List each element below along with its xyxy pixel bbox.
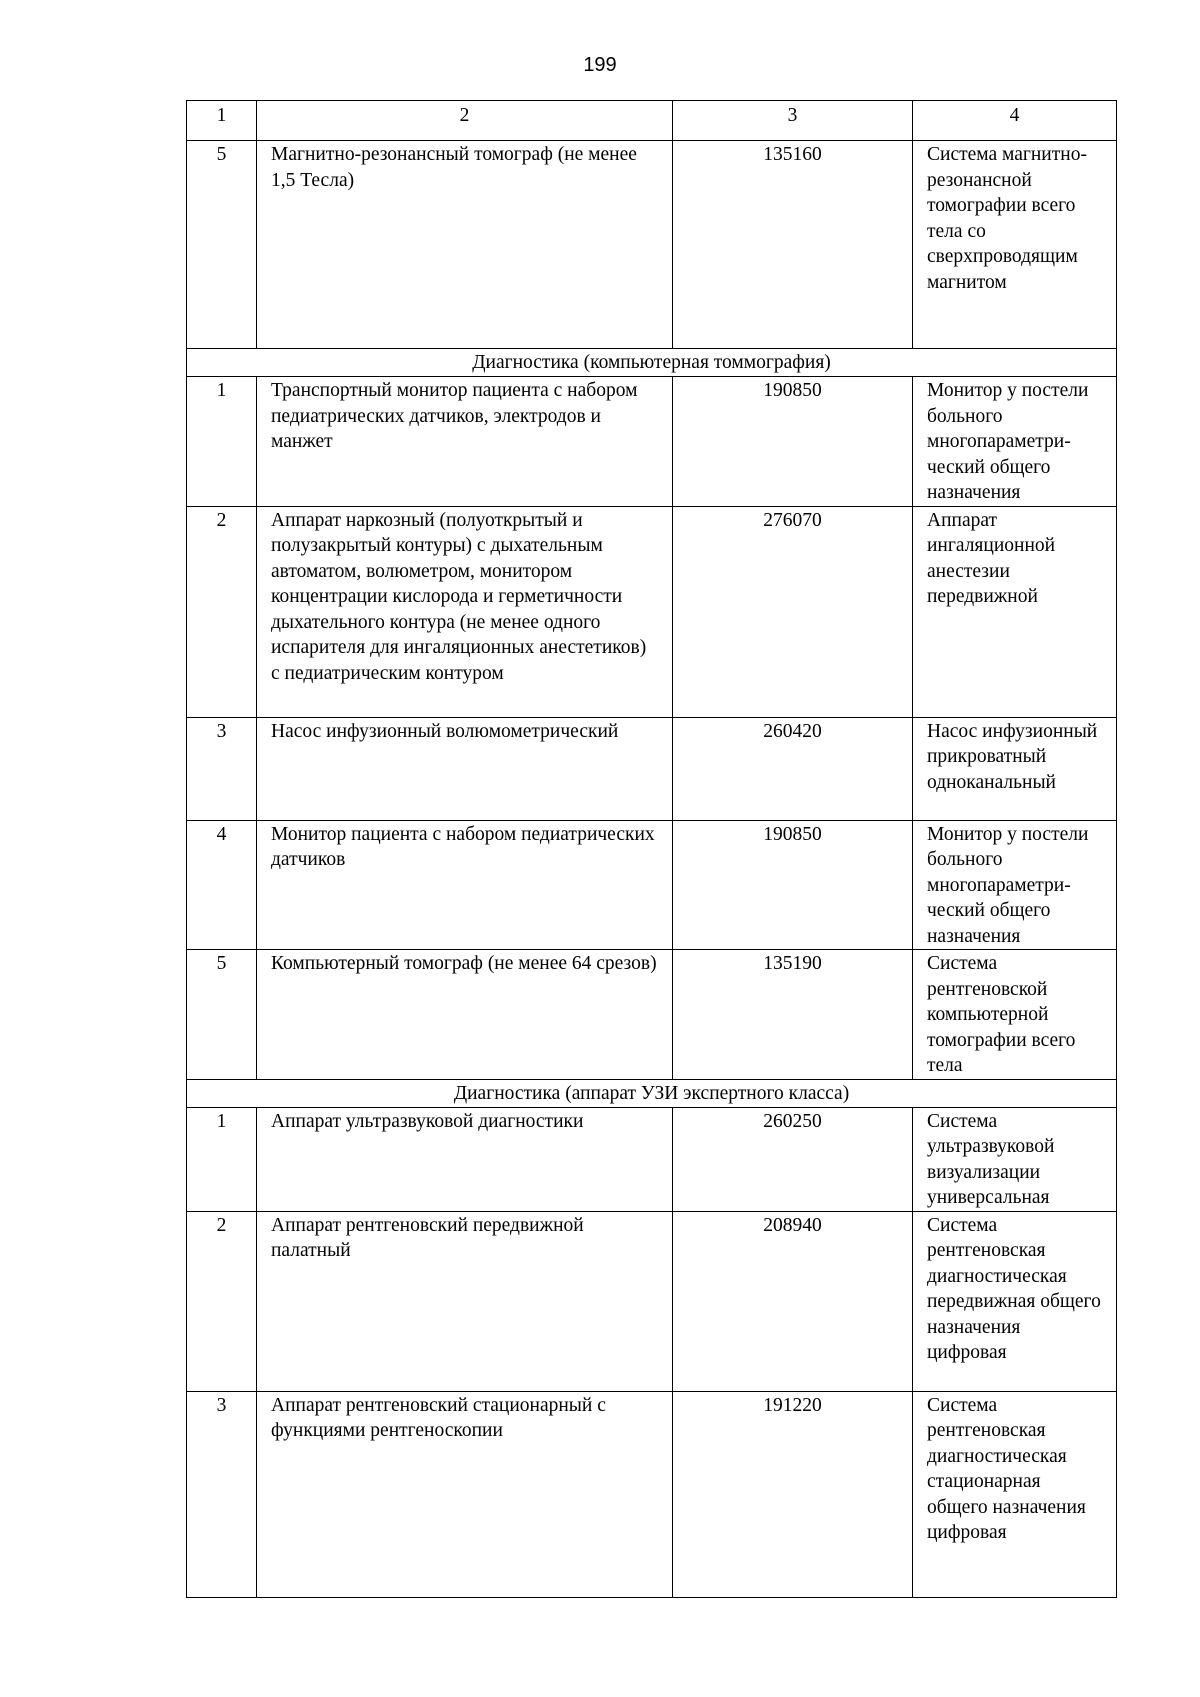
row-name: Аппарат наркозный (полуоткрытый и полузакрытый контуры) с дыхательным автоматом, волюметром, монитором концентрации кислорода и герметичности дыхательного контура (не менее одного испарителя для ингаляционных анестетиков) с педиатрическим контуром — [257, 506, 673, 717]
table-header-row — [187, 101, 1117, 141]
row-number: 3 — [187, 717, 257, 820]
table-row — [187, 950, 1117, 1080]
equipment-table — [186, 100, 1117, 1598]
row-code: 190850 — [673, 820, 913, 950]
page-number: 199 — [583, 54, 617, 76]
row-code: 135160 — [673, 141, 913, 349]
section-row — [187, 349, 1117, 377]
row-code: 191220 — [673, 1391, 913, 1597]
row-number: 3 — [187, 1391, 257, 1597]
header-cell-4: 4 — [913, 101, 1117, 141]
row-name: Аппарат ультразвуковой диагностики — [257, 1107, 673, 1211]
row-number: 5 — [187, 141, 257, 349]
table-row — [187, 377, 1117, 507]
row-description: Насос инфузионный прикроватный одноканальный — [913, 717, 1117, 820]
table-row — [187, 1391, 1117, 1597]
row-description: Система магнитно-резонансной томографии всего тела со сверхпроводящим магнитом — [913, 141, 1117, 349]
row-name: Компьютерный томограф (не менее 64 срезов) — [257, 950, 673, 1080]
table-row — [187, 141, 1117, 349]
row-code: 190850 — [673, 377, 913, 507]
row-description: Монитор у постели больного многопараметри-ческий общего назначения — [913, 377, 1117, 507]
section-row — [187, 1079, 1117, 1107]
row-name: Аппарат рентгеновский передвижной палатный — [257, 1211, 673, 1391]
header-cell-2: 2 — [257, 101, 673, 141]
row-number: 2 — [187, 506, 257, 717]
row-number: 1 — [187, 377, 257, 507]
row-name: Монитор пациента с набором педиатрических датчиков — [257, 820, 673, 950]
row-name: Магнитно-резонансный томограф (не менее 1,5 Тесла) — [257, 141, 673, 349]
row-name: Аппарат рентгеновский стационарный с функциями рентгеноскопии — [257, 1391, 673, 1597]
row-description: Аппарат ингаляционной анестезии передвижной — [913, 506, 1117, 717]
table-row — [187, 1211, 1117, 1391]
section-title: Диагностика (аппарат УЗИ экспертного класса) — [187, 1079, 1117, 1107]
row-description: Система рентгеновской компьютерной томографии всего тела — [913, 950, 1117, 1080]
row-description: Монитор у постели больного многопараметри-ческий общего назначения — [913, 820, 1117, 950]
row-name: Насос инфузионный волюмометрический — [257, 717, 673, 820]
row-number: 4 — [187, 820, 257, 950]
table-row — [187, 506, 1117, 717]
table-row — [187, 1107, 1117, 1211]
row-code: 276070 — [673, 506, 913, 717]
row-code: 135190 — [673, 950, 913, 1080]
row-name: Транспортный монитор пациента с набором педиатрических датчиков, электродов и манжет — [257, 377, 673, 507]
row-description: Система рентгеновская диагностическая передвижная общего назначения цифровая — [913, 1211, 1117, 1391]
table-row — [187, 717, 1117, 820]
row-code: 260250 — [673, 1107, 913, 1211]
row-code: 260420 — [673, 717, 913, 820]
row-number: 1 — [187, 1107, 257, 1211]
row-description: Система ультразвуковой визуализации универсальная — [913, 1107, 1117, 1211]
row-code: 208940 — [673, 1211, 913, 1391]
section-title: Диагностика (компьютерная томмография) — [187, 349, 1117, 377]
row-description: Система рентгеновская диагностическая стационарная общего назначения цифровая — [913, 1391, 1117, 1597]
table-row — [187, 820, 1117, 950]
row-number: 5 — [187, 950, 257, 1080]
header-cell-3: 3 — [673, 101, 913, 141]
header-cell-1: 1 — [187, 101, 257, 141]
row-number: 2 — [187, 1211, 257, 1391]
